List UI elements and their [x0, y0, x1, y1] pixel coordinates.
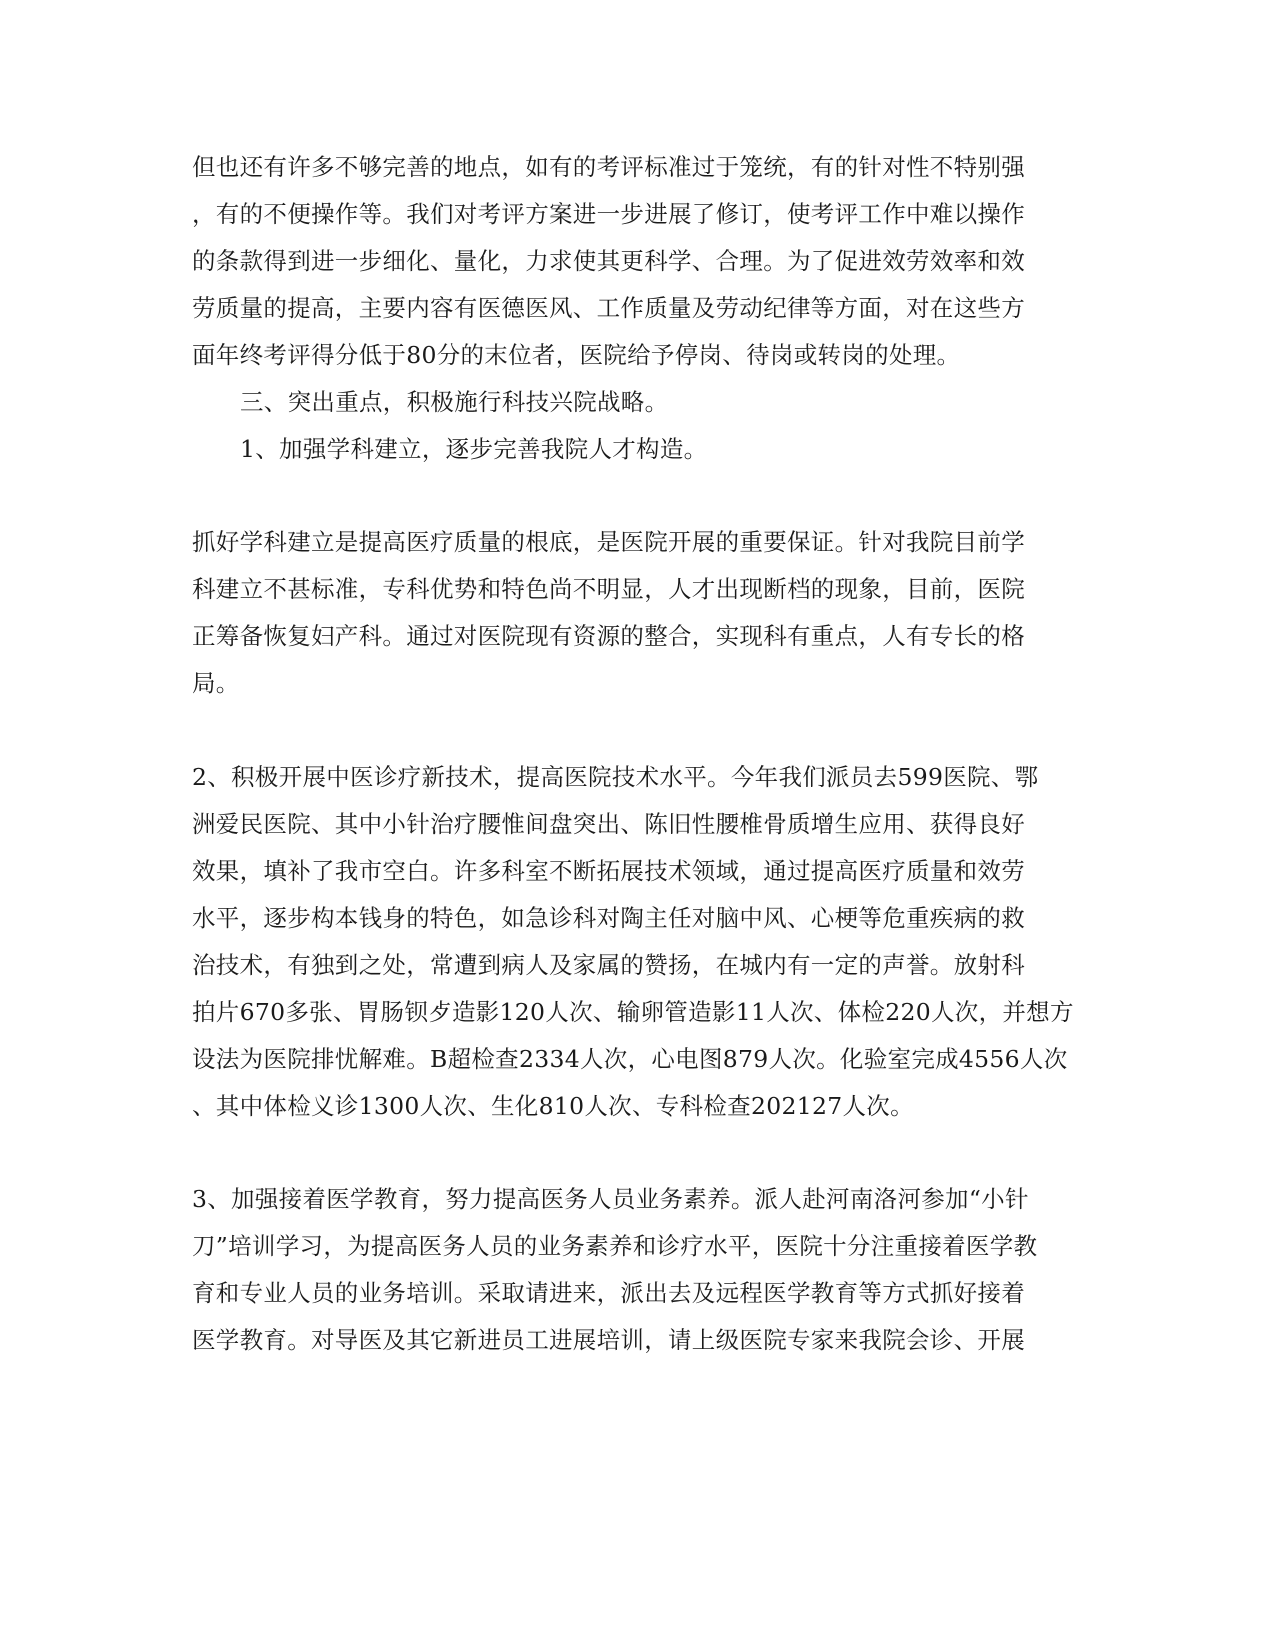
paragraph-line: ，有的不便操作等。我们对考评方案进一步进展了修订，使考评工作中难以操作	[192, 200, 1025, 228]
paragraph-line: 正筹备恢复妇产科。通过对医院现有资源的整合，实现科有重点，人有专长的格	[192, 622, 1025, 650]
paragraph-line: 局。	[192, 669, 240, 697]
paragraph-line: 的条款得到进一步细化、量化，力求使其更科学、合理。为了促进效劳效率和效	[192, 247, 1025, 275]
paragraph-line: 抓好学科建立是提高医疗质量的根底，是医院开展的重要保证。针对我院目前学	[192, 528, 1025, 556]
subsection-heading: 1、加强学科建立，逐步完善我院人才构造。	[240, 435, 708, 463]
paragraph-line: 但也还有许多不够完善的地点，如有的考评标准过于笼统，有的针对性不特别强	[192, 153, 1025, 181]
paragraph-line: 3、加强接着医学教育，努力提高医务人员业务素养。派人赴河南洛河参加“小针	[192, 1185, 1029, 1213]
paragraph-line: 、其中体检义诊1300人次、生化810人次、专科检查202127人次。	[192, 1092, 914, 1120]
section-heading: 三、突出重点，积极施行科技兴院战略。	[240, 388, 669, 416]
paragraph-line: 水平，逐步构本钱身的特色，如急诊科对陶主任对脑中风、心梗等危重疾病的救	[192, 904, 1025, 932]
paragraph-line: 洲爱民医院、其中小针治疗腰惟间盘突出、陈旧性腰椎骨质增生应用、获得良好	[192, 810, 1025, 838]
paragraph-line: 劳质量的提高，主要内容有医德医风、工作质量及劳动纪律等方面，对在这些方	[192, 294, 1025, 322]
paragraph-line: 2、积极开展中医诊疗新技术，提高医院技术水平。今年我们派员去599医院、鄂	[192, 763, 1039, 791]
paragraph-line: 面年终考评得分低于80分的末位者，医院给予停岗、待岗或转岗的处理。	[192, 341, 961, 369]
paragraph-line: 治技术，有独到之处，常遭到病人及家属的赞扬，在城内有一定的声誉。放射科	[192, 951, 1025, 979]
paragraph-line: 拍片670多张、胃肠钡歺造影120人次、输卵管造影11人次、体检220人次，并想方	[192, 998, 1074, 1026]
paragraph-line: 刀”培训学习，为提高医务人员的业务素养和诊疗水平，医院十分注重接着医学教	[192, 1232, 1038, 1260]
paragraph-line: 设法为医院排忧解难。B超检查2334人次，心电图879人次。化验室完成4556人次	[192, 1045, 1068, 1073]
paragraph-line: 育和专业人员的业务培训。采取请进来，派出去及远程医学教育等方式抓好接着	[192, 1279, 1025, 1307]
paragraph-line: 效果，填补了我市空白。许多科室不断拓展技术领域，通过提高医疗质量和效劳	[192, 857, 1025, 885]
paragraph-line: 医学教育。对导医及其它新进员工进展培训，请上级医院专家来我院会诊、开展	[192, 1326, 1025, 1354]
paragraph-line: 科建立不甚标准，专科优势和特色尚不明显，人才出现断档的现象，目前，医院	[192, 575, 1025, 603]
